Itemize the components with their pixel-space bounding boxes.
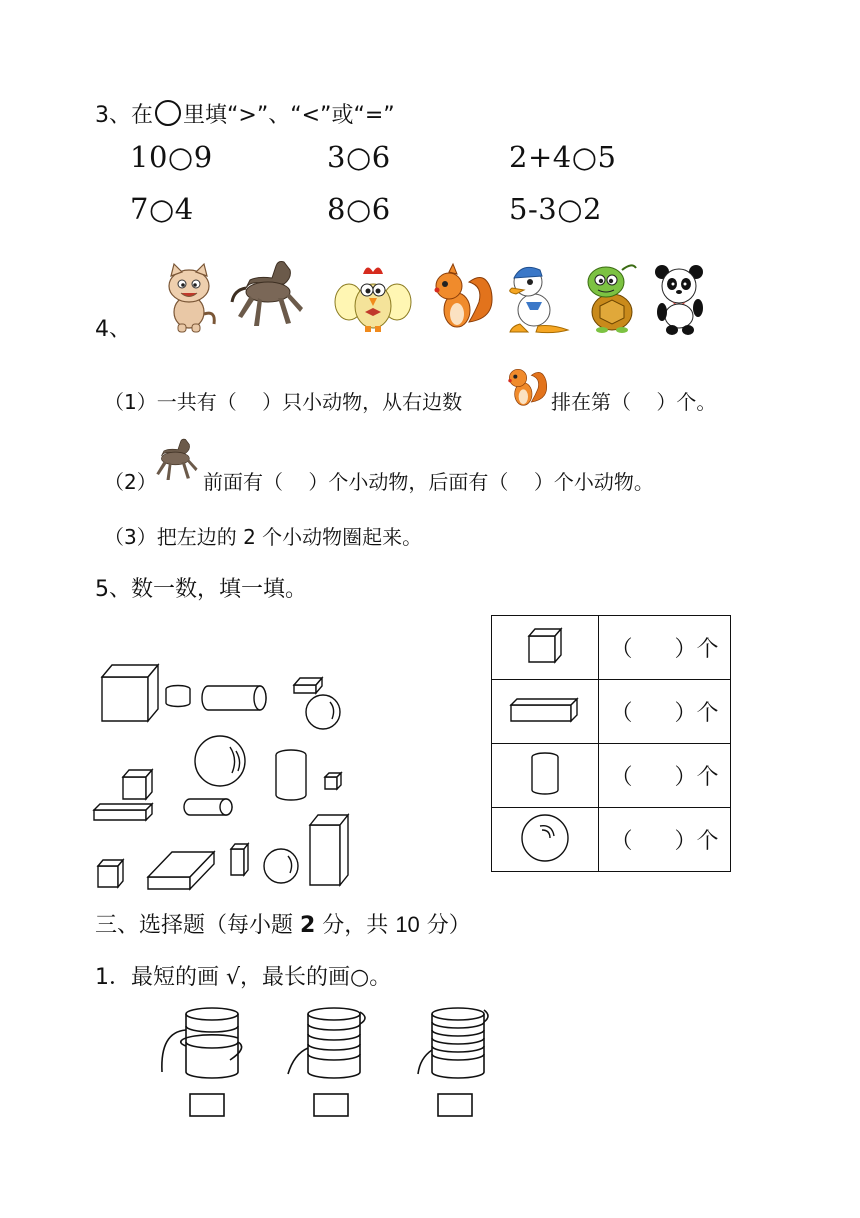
q5-title: 5、数一数，填一填。: [95, 577, 307, 602]
q4-sub2-label: （2）: [104, 470, 157, 494]
table-row: [492, 744, 731, 808]
equation: 2+4○5: [509, 140, 617, 174]
answer-blank[interactable]: （ ）个: [599, 680, 731, 744]
table-row: [492, 616, 731, 680]
answer-box[interactable]: [438, 1094, 472, 1116]
cube-icon: [492, 616, 599, 680]
cylinder-icon: [492, 744, 599, 808]
spools-figure: [150, 1002, 490, 1122]
squirrel-icon: [425, 262, 497, 334]
equation: 3○6: [327, 140, 391, 174]
q4-label: 4、: [95, 317, 131, 342]
shapes-figure: [90, 655, 360, 895]
q4-sub3: （3）把左边的 2 个小动物圈起来。: [104, 525, 423, 549]
table-row: [492, 680, 731, 744]
cuboid-icon: [492, 680, 599, 744]
q3-title: 3、在 里填“>”、“<”或“=”: [95, 98, 395, 129]
equation: 8○6: [327, 192, 391, 226]
count-table: [491, 615, 731, 872]
section3-title: 三、选择题（每小题 2 分，共 10 分）: [95, 912, 471, 938]
turtle-icon: [582, 262, 644, 334]
sphere-icon: [492, 808, 599, 872]
q4-sub2: 前面有（ ）个小动物，后面有（ ）个小动物。: [203, 470, 654, 494]
circle-icon: [155, 100, 181, 126]
horse-icon: [150, 436, 202, 486]
rooster-icon: [333, 262, 413, 334]
equation: 5-3○2: [509, 192, 602, 226]
panda-icon: [650, 264, 708, 336]
q4-sub1: （1）一共有（ ）只小动物，从右边数: [104, 390, 463, 414]
section3-q1: 1．最短的画 √，最长的画○。: [95, 965, 392, 990]
table-row: [492, 808, 731, 872]
answer-blank[interactable]: （ ）个: [599, 808, 731, 872]
squirrel-icon: [502, 362, 550, 410]
answer-box[interactable]: [314, 1094, 348, 1116]
answer-box[interactable]: [190, 1094, 224, 1116]
duck-icon: [502, 260, 576, 334]
equation: 7○4: [130, 192, 194, 226]
answer-blank[interactable]: （ ）个: [599, 616, 731, 680]
q4-sub1-end: 排在第（ ）个。: [551, 390, 717, 414]
equation: 10○9: [130, 140, 213, 174]
answer-blank[interactable]: （ ）个: [599, 744, 731, 808]
horse-icon: [228, 258, 310, 334]
cat-icon: [158, 262, 220, 334]
